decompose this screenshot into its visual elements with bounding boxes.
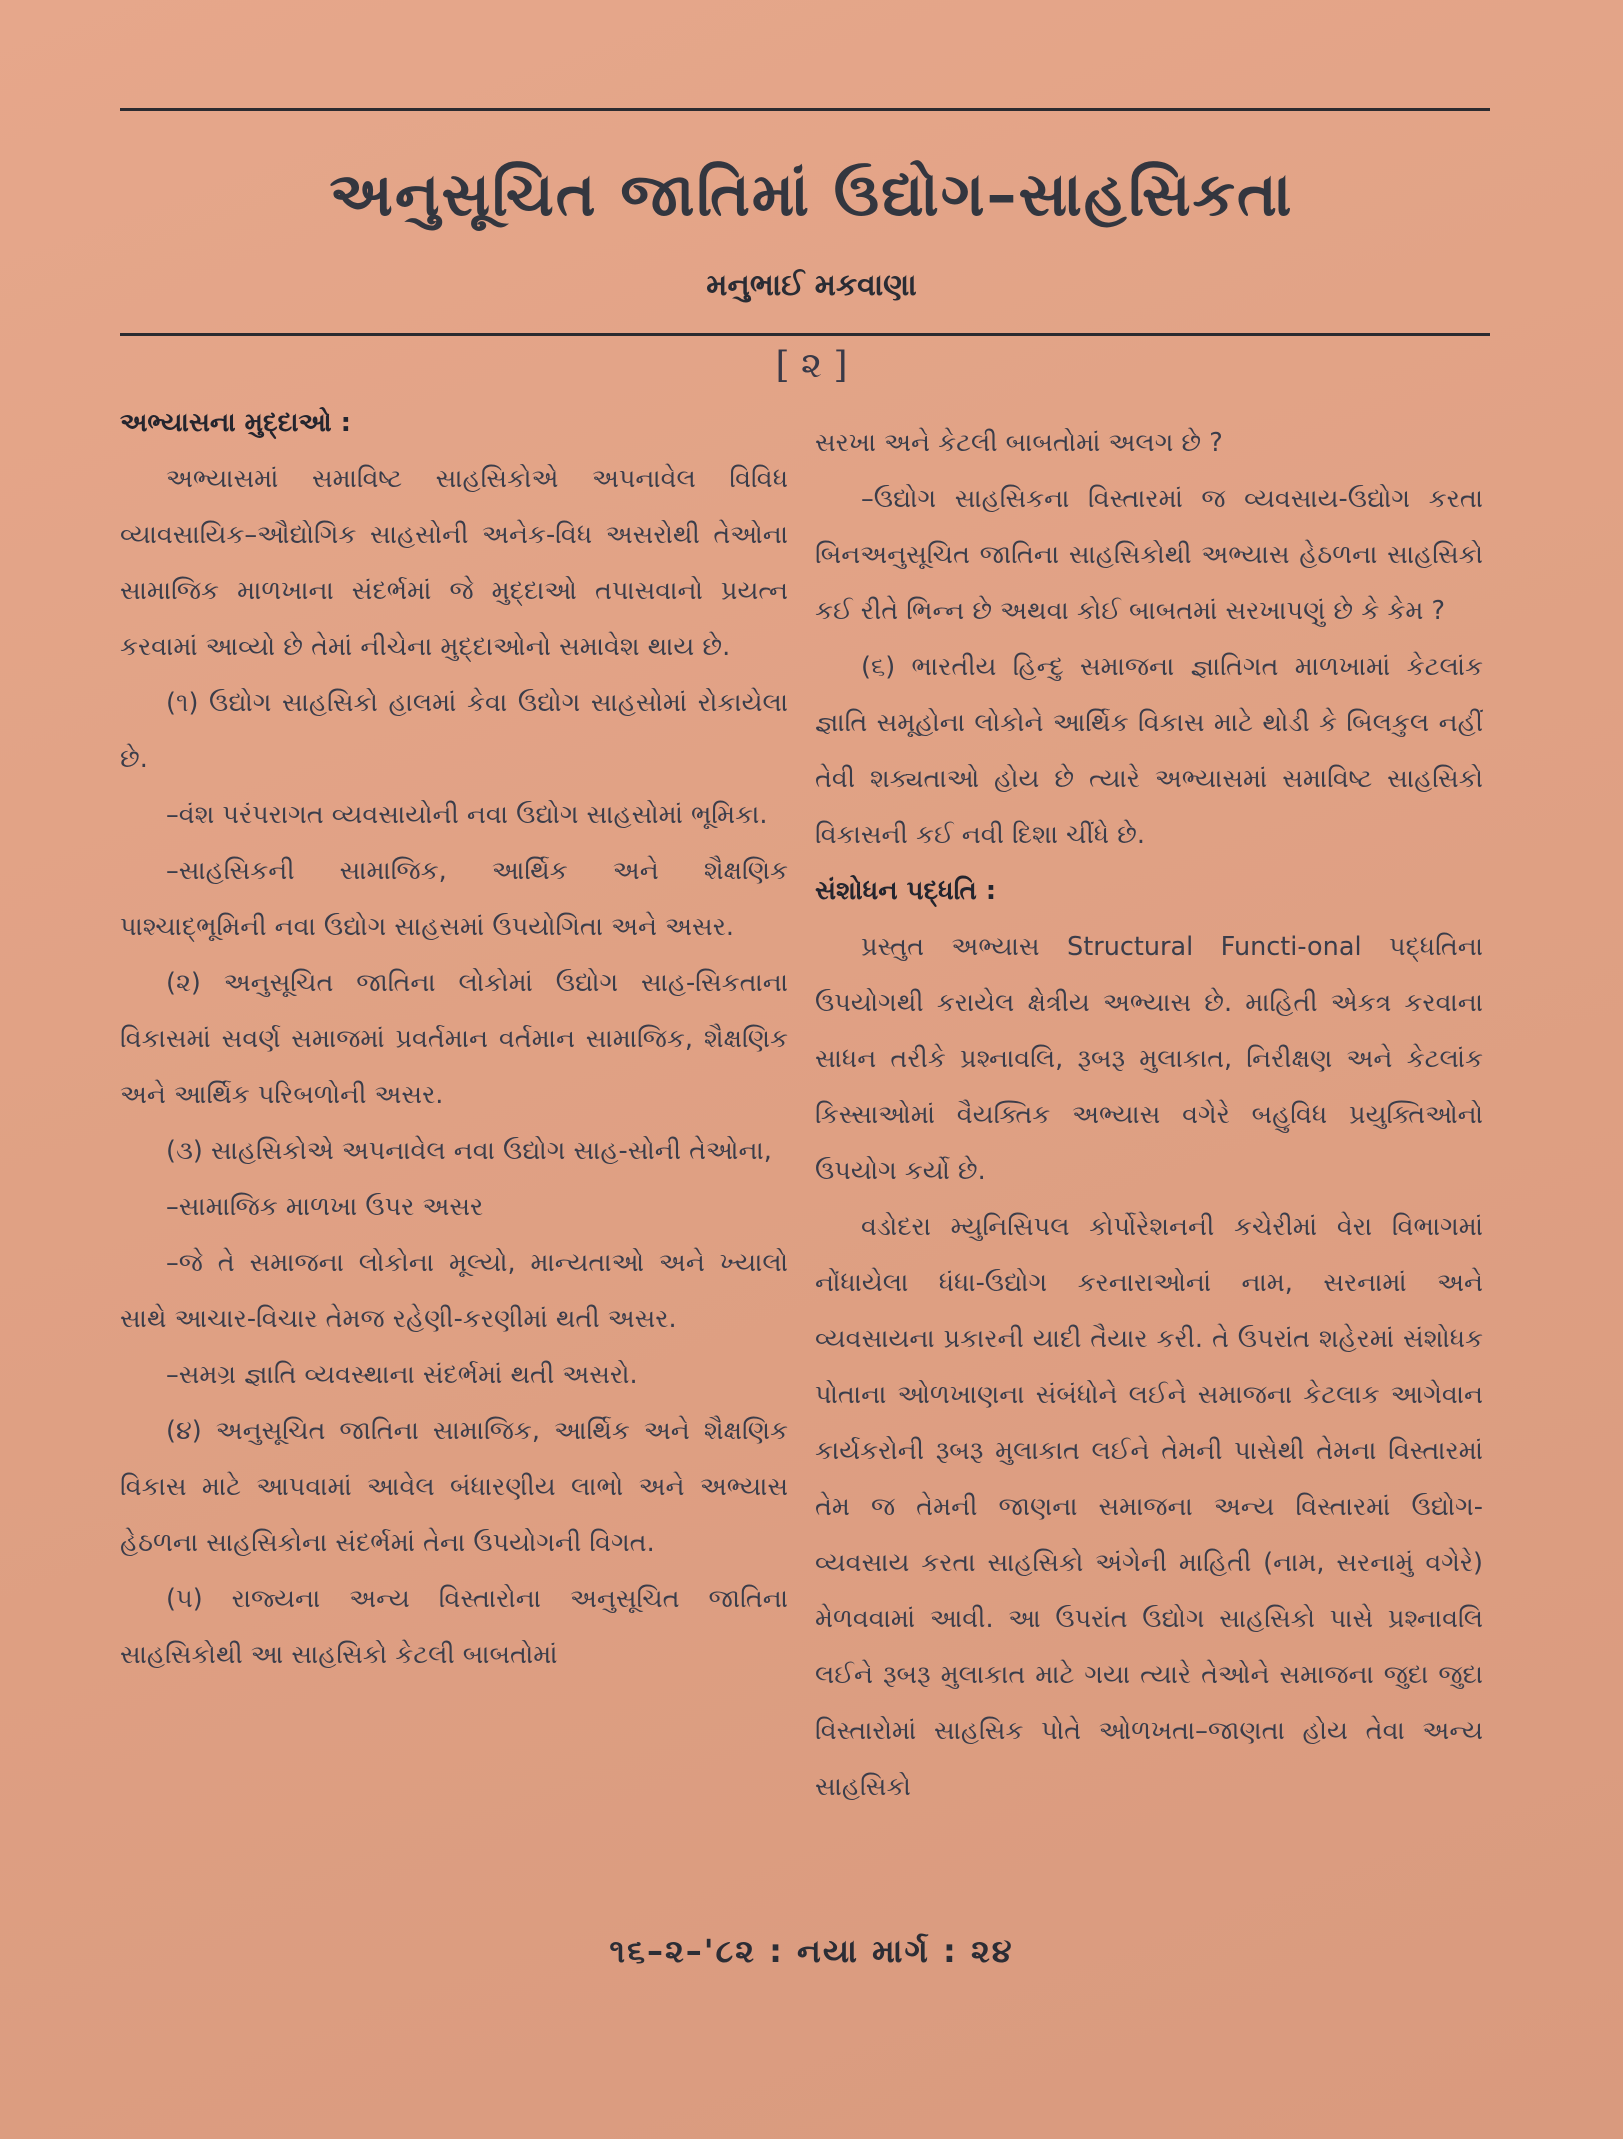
paragraph: –જે તે સમાજના લોકોના મૂલ્યો, માન્યતાઓ અને ખ્યાલો સાથે આચાર-વિચાર તેમજ રહેણી-કરણીમાં થતી અસર. — [120, 1248, 788, 1334]
paragraph: (૫) રાજ્યના અન્ય વિસ્તારોના અનુસૂચિત જાતિના સાહસિકોથી આ સાહસિકો કેટલી બાબતોમાં — [120, 1584, 788, 1670]
paragraph: પ્રસ્તુત અભ્યાસ Structural Functi-onal પદ્ધતિના ઉપયોગથી કરાયેલ ક્ષેત્રીય અભ્યાસ છે. માહિતી એકત્ર કરવાના સાધન તરીકે પ્રશ્નાવલિ, રૂબરૂ મુલાકાત, નિરીક્ષણ અને કેટલાંક કિસ્સાઓમાં વૈયક્તિક અભ્યાસ વગેરે બહુવિધ પ્રયુક્તિઓનો ઉપયોગ કર્યો છે. — [815, 932, 1483, 1186]
paragraph: (૨) અનુસૂચિત જાતિના લોકોમાં ઉદ્યોગ સાહ-સિકતાના વિકાસમાં સવર્ણ સમાજમાં પ્રવર્તમાન વર્તમાન સામાજિક, શૈક્ષણિક અને આર્થિક પરિબળોની અસર. — [120, 968, 788, 1110]
paragraph: વડોદરા મ્યુનિસિપલ કોર્પોરેશનની કચેરીમાં વેરા વિભાગમાં નોંધાયેલા ધંધા-ઉદ્યોગ કરનારાઓનાં નામ, સરનામાં અને વ્યવસાયના પ્રકારની યાદી તૈયાર કરી. તે ઉપરાંત શહેરમાં સંશોધક પોતાના ઓળખાણના સંબંધોને લઈને સમાજના કેટલાક આગેવાન કાર્યકરોની રૂબરૂ મુલાકાત લઈને તેમની પાસેથી તેમના વિસ્તારમાં તેમ જ તેમની જાણના સમાજના અન્ય વિસ્તારમાં ઉદ્યોગ-વ્યવસાય કરતા સાહસિકો અંગેની માહિતી (નામ, સરનામું વગેરે) મેળવવામાં આવી. આ ઉપરાંત ઉદ્યોગ સાહસિકો પાસે પ્રશ્નાવલિ લઈને રૂબરૂ મુલાકાત માટે ગયા ત્યારે તેઓને સમાજના જુદા જુદા વિસ્તારોમાં સાહસિક પોતે ઓળખતા–જાણતા હોય તેવા અન્ય સાહસિકો — [815, 1212, 1483, 1802]
page-footer: ૧૬–૨–'૮૨ : નયા માર્ગ : ૨૪ — [609, 1932, 1014, 1970]
left-column — [120, 395, 788, 1683]
paragraph: (૬) ભારતીય હિન્દુ સમાજના જ્ઞાતિગત માળખામાં કેટલાંક જ્ઞાતિ સમૂહોના લોકોને આર્થિક વિકાસ માટે થોડી કે બિલકુલ નહીં તેવી શક્યતાઓ હોય છે ત્યારે અભ્યાસમાં સમાવિષ્ટ સાહસિકો વિકાસની કઈ નવી દિશા ચીંધે છે. — [815, 652, 1483, 850]
section-heading-study-points: અભ્યાસના મુદ્દાઓ : — [120, 408, 351, 438]
author-name: મનુભાઈ મકવાણા — [706, 268, 917, 303]
article-title: અનુસૂચિત જાતિમાં ઉદ્યોગ–સાહસિકતા — [329, 160, 1294, 230]
paragraph: –વંશ પરંપરાગત વ્યવસાયોની નવા ઉદ્યોગ સાહસોમાં ભૂમિકા. — [166, 800, 768, 830]
paragraph: અભ્યાસમાં સમાવિષ્ટ સાહસિકોએ અપનાવેલ વિવિધ વ્યાવસાયિક–ઔદ્યોગિક સાહસોની અનેક-વિધ અસરોથી તેઓના સામાજિક માળખાના સંદર્ભમાં જે મુદ્દાઓ તપાસવાનો પ્રયત્ન કરવામાં આવ્યો છે તેમાં નીચેના મુદ્દાઓનો સમાવેશ થાય છે. — [120, 464, 788, 662]
paragraph: (૩) સાહસિકોએ અપનાવેલ નવા ઉદ્યોગ સાહ-સોની તેઓના, — [166, 1136, 772, 1166]
paragraph: –સાહસિકની સામાજિક, આર્થિક અને શૈક્ષણિક પાશ્ચાદ્ભૂમિની નવા ઉદ્યોગ સાહસમાં ઉપયોગિતા અને અસર. — [120, 856, 788, 942]
section-heading-research-method: સંશોધન પદ્ધતિ : — [815, 876, 997, 906]
paragraph: –સમગ્ર જ્ઞાતિ વ્યવસ્થાના સંદર્ભમાં થતી અસરો. — [166, 1360, 638, 1390]
part-number: [ ૨ ] — [775, 345, 848, 386]
right-column — [815, 415, 1483, 1815]
paragraph: –ઉદ્યોગ સાહસિકના વિસ્તારમાં જ વ્યવસાય-ઉદ્યોગ કરતા બિનઅનુસૂચિત જાતિના સાહસિકોથી અભ્યાસ હેઠળના સાહસિકો કઈ રીતે ભિન્ન છે અથવા કોઈ બાબતમાં સરખાપણું છે કે કેમ ? — [815, 484, 1483, 626]
paragraph: (૪) અનુસૂચિત જાતિના સામાજિક, આર્થિક અને શૈક્ષણિક વિકાસ માટે આપવામાં આવેલ બંધારણીય લાભો અને અભ્યાસ હેઠળના સાહસિકોના સંદર્ભમાં તેના ઉપયોગની વિગત. — [120, 1416, 788, 1558]
paragraph: –સામાજિક માળખા ઉપર અસર — [166, 1192, 484, 1222]
paragraph: (૧) ઉદ્યોગ સાહસિકો હાલમાં કેવા ઉદ્યોગ સાહસોમાં રોકાયેલા છે. — [120, 688, 788, 774]
paragraph: સરખા અને કેટલી બાબતોમાં અલગ છે ? — [815, 428, 1223, 458]
top-rule — [120, 108, 1490, 111]
header-rule — [120, 333, 1490, 336]
